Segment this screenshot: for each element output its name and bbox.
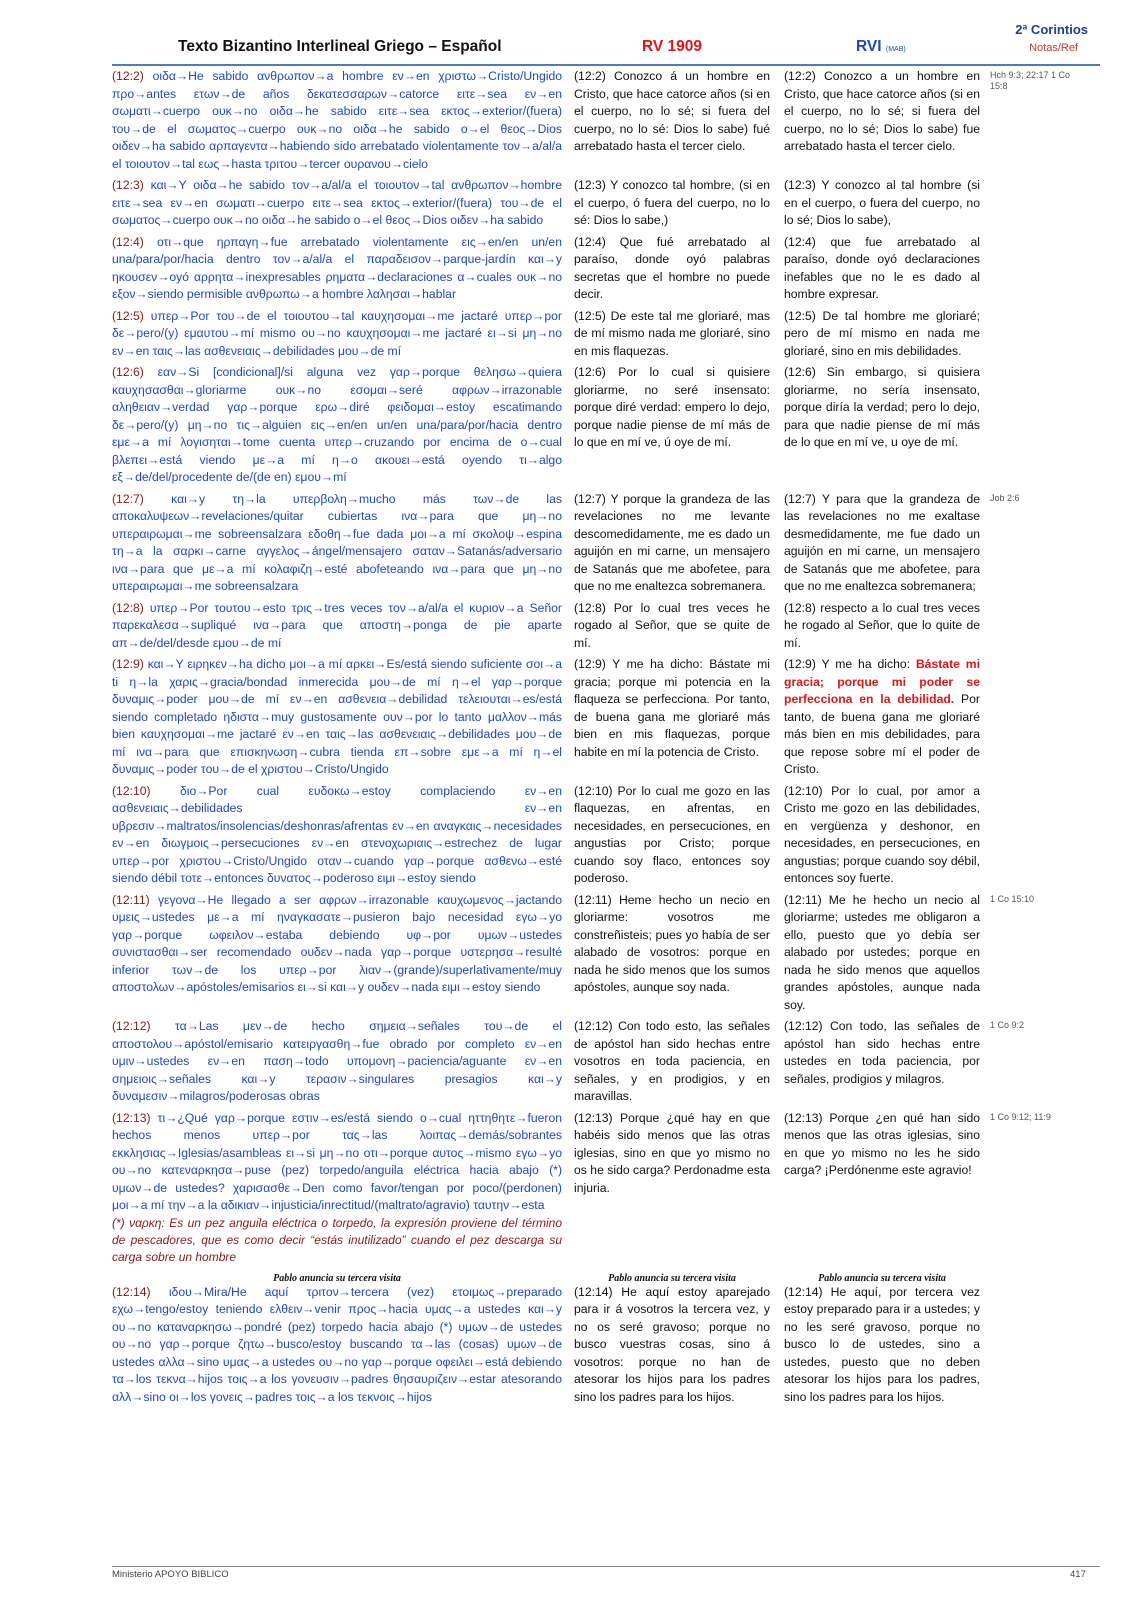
interlinear-text <box>112 234 562 304</box>
verse-row <box>112 364 1102 487</box>
cross-reference: 1 Co 9:12; 11:9 <box>990 1111 1051 1122</box>
verse-number: (12:10) <box>112 783 151 798</box>
verse-row <box>112 656 1102 779</box>
verse-number: (12:11) <box>112 892 150 907</box>
cross-reference: 1 Co 9:2 <box>990 1020 1025 1030</box>
cross-reference <box>990 308 1090 310</box>
interlinear-words: οιδα→He sabido ανθρωπον→a hombre εν→en χριστω→Cristo/Ungido προ→antes ετων→de años δεκατεσσαρων→catorce ειτε→sea εν→en σωματι→cuerpo ουκ→no οιδα→he sabido ειτε→sea εκτος→exterior/(fuera) του→de el σωματος→cuerpo ουκ→no οιδα→he sabido ο→el θεος→Dios οιδεν→ha sabido αρπαγεντα→habiendo sido arrebatado violentamente τον→a/al/a el τοιουτον→tal εως→hasta τριτου→tercer ουρανου→cielo <box>112 69 562 171</box>
interlinear-words: και→y τη→la υπερβολη→mucho más των→de las αποκαλυψεων→revelaciones/quitar cubiertas ινα→para que μη→no υπεραιρωμαι→me sobreensalzara εδοθη→fue dada μοι→a mí σκολοψ→espina τη→a la σαρκι→carne αγγελος→ángel/mensajero σαταν→Satanás/adversario ινα→para que με→a mí κολαφιζη→esté abofeteando ινα→para que μη→no υπεραιρωμαι→me sobreensalzara <box>112 491 562 593</box>
interlinear-text <box>112 177 562 230</box>
cross-reference <box>990 364 1090 366</box>
interlinear-column-title: Texto Bizantino Interlineal Griego – Español <box>178 38 502 55</box>
cross-reference: 1 Co 15:10 <box>990 893 1035 904</box>
rv1909-text: (12:10) Por lo cual me gozo en las flaquezas, en afrentas, en necesidades, en persecuciones, en angustias por Cristo; porque cuando soy flaco, entonces soy poderoso. <box>574 783 770 885</box>
verse-row <box>112 68 1102 173</box>
verse-row <box>112 177 1102 230</box>
verse-number: (12:6) <box>112 365 144 379</box>
interlinear-text <box>112 308 562 361</box>
verse-number: (12:2) <box>112 69 144 83</box>
interlinear-words: τα→Las μεν→de hecho σημεια→señales του→de el αποστολου→apóstol/emisario κατειργασθη→fue obrado por completo εν→en υμιν→ustedes εν→en παση→todo υπομονη→paciencia/aguante εν→en σημειοις→señales και→y τερασιν→singulares presagios και→y δυναμεσιν→milagros/poderosas obras <box>112 1019 562 1103</box>
rvi-text: (12:3) Y conozco al tal hombre (si en el cuerpo, o fuera del cuerpo, no lo sé; Dios lo sabe), <box>784 178 980 227</box>
rvi-column-title <box>856 38 906 56</box>
section-heading: Pablo anuncia su tercera visita <box>273 1272 401 1284</box>
interlinear-text <box>112 783 562 888</box>
rvi-text: (12:11) Me he hecho un necio al gloriarme; ustedes me obligaron a ello, puesto que yo debía ser alabado por ustedes; porque en nada he sido menos que aquellos grandes apóstoles, aunque nada soy. <box>784 892 980 1012</box>
rv1909-text: (12:3) Y conozco tal hombre, (si en el cuerpo, ó fuera del cuerpo, no lo sé: Dios lo sabe,) <box>574 178 770 227</box>
rvi-text: (12:6) Sin embargo, si quisiera gloriarme, no sería insensato, porque diría la verdad; pero lo dejo, para que nadie piense de mí más de lo que en mí ve, u oye de mí. <box>784 365 980 449</box>
verse-number: (12:12) <box>112 1019 151 1033</box>
interlinear-text <box>112 656 562 779</box>
verse-row <box>112 491 1102 596</box>
interlinear-text <box>112 1018 562 1106</box>
rvi-text: (12:10) Por lo cual, por amor a Cristo me gozo en las debilidades, en vergüenza y deshonor, en necesidades, en persecuciones, en angustias; porque cuando soy débil, entonces soy fuerte. <box>784 783 980 885</box>
cross-reference <box>990 234 1090 236</box>
interlinear-text <box>112 1284 562 1407</box>
interlinear-text <box>112 1110 562 1266</box>
verse-number: (12:4) <box>112 234 144 249</box>
cross-reference <box>990 1270 1090 1284</box>
notes-column-title: Notas/Ref <box>1029 42 1078 54</box>
rv1909-text: (12:2) Conozco á un hombre en Cristo, que hace catorce años (si en el cuerpo, no lo sé; si fuera del cuerpo, no lo sé: Dios lo sabe) fué arrebatado hasta el tercer cielo. <box>574 69 770 153</box>
verse-row <box>112 783 1102 888</box>
interlinear-words: οτι→que ηρπαγη→fue arrebatado violentamente εις→en/en un/en una/para/por/hacia dentro τον→a/al/a el παραδεισον→parque-jardín και→y ηκουσεν→oyó αρρητα→inexpresables ρηματα→declaraciones α→cuales ουκ→no εξον→siendo permisible ανθρωπω→a hombre λαλησαι→hablar <box>112 234 562 301</box>
footer-divider <box>112 1566 1100 1567</box>
interlinear-words: υπερ→Por του→de el τοιουτου→tal καυχησομαι→me jactaré υπερ→por δε→pero/(y) εμαυτου→mí mismo ου→no καυχησομαι→me jactaré ει→si μη→no εν→en ταις→las ασθενειαις→debilidades μου→de mí <box>112 308 562 358</box>
rv1909-text: (12:8) Por lo cual tres veces he rogado al Señor, que se quite de mí. <box>574 600 770 650</box>
rvi-text <box>784 656 980 779</box>
verse-row <box>112 1284 1102 1407</box>
section-heading: Pablo anuncia su tercera visita <box>818 1272 946 1284</box>
rvi-text: (12:2) Conozco a un hombre en Cristo, que hace catorce años (si en el cuerpo, no lo sé; si fuera del cuerpo, no lo sé; Dios lo sabe) fue arrebatado hasta el tercer cielo. <box>784 69 980 153</box>
header-divider <box>112 64 1100 66</box>
verse-number: (12:13) <box>112 1110 151 1125</box>
cross-reference <box>990 783 1090 785</box>
interlinear-text <box>112 600 562 653</box>
rvi-text: (12:8) respecto a lo cual tres veces he rogado al Señor, que lo quite de mí. <box>784 600 980 650</box>
book-title: 2ª Corintios <box>1015 22 1088 37</box>
rvi-text: (12:12) Con todo, las señales de apóstol han sido hechas entre ustedes en toda paciencia, por señales, prodigios y milagros. <box>784 1019 980 1086</box>
interlinear-words: και→Y ειρηκεν→ha dicho μοι→a mí αρκει→Es/está siendo suficiente σοι→a ti η→la χαρις→gracia/bondad inmerecida μου→de mí η→el γαρ→porque δυναμις→poder μου→de mí εν→en ασθενεια→debilidad τελειουται→es/está siendo completado ηδιστα→muy gustosamente ουν→por lo tanto μαλλον→más bien καυχησομαι→me jactaré εν→en ταις→las ασθενειαις→debilidades μου→de mí ινα→para que επισκηνωση→cubra tienda επ→sobre εμε→a mí η→el δυναμις→poder του→de el χριστου→Cristo/Ungido <box>112 657 562 776</box>
verse-number: (12:14) <box>112 1284 151 1299</box>
page-number: 417 <box>1070 1569 1086 1580</box>
verse-row <box>112 308 1102 361</box>
interlinear-text <box>112 364 562 487</box>
cross-reference <box>990 656 1090 658</box>
rv1909-text: (12:12) Con todo esto, las señales de apóstol han sido hechas entre vosotros en toda paciencia, en señales, y en prodigios, y en maravillas. <box>574 1019 770 1103</box>
interlinear-words: τι→¿Qué γαρ→porque εστιν→es/está siendo ο→cual ηττηθητε→fueron hechos menos υπερ→por τας→las λοιπας→demás/sobrantes εκκλησιας→Iglesias/asambleas ει→si μη→no οτι→porque αυτος→mismo εγω→yo ου→no κατεναρκησα→puse (pez) torpedo/anguila eléctrica hacia abajo (*) υμων→de ustedes? χαρισασθε→Den como favor/tengan por poco/(perdonen) μοι→a mí την→a la αδικιαν→injusticia/inrectitud/(maltrato/agravio) ταυτην→esta <box>112 1110 562 1212</box>
verse-number: (12:5) <box>112 308 144 323</box>
rvi-text-rest: Por tanto, de buena gana me gloriaré más bien en mis debilidades, para que repose sobre mí el poder de Cristo. <box>784 692 980 776</box>
rv1909-text: (12:11) Heme hecho un necio en gloriarme: vosotros me constreñisteis; pues yo había de ser alabado de vosotros: porque en nada he sido menos que los sumos apóstoles, aunque soy nada. <box>574 892 770 994</box>
interlinear-text <box>112 68 562 173</box>
verse-row <box>112 892 1102 1015</box>
rv1909-column-title: RV 1909 <box>642 38 703 55</box>
rv1909-text: (12:4) Que fué arrebatado al paraíso, donde oyó palabras secretas que el hombre no puede decir. <box>574 234 770 301</box>
interlinear-words: διο→Por cual ευδοκω→estoy complaciendo εν→en ασθενειαις→debilidades εν→en υβρεσιν→maltratos/insolencias/deshonras/afrentas εν→en αναγκαις→necesidades εν→en διωγμοις→persecuciones εν→en στενοχωριαις→estrechez de lugar υπερ→por χριστου→Cristo/Ungido οταν→cuando γαρ→porque ασθενω→esté siendo débil τοτε→entonces δυνατος→poderoso ειμι→estoy siendo <box>112 783 562 885</box>
interlinear-words: ιδου→Mira/He aquí τριτον→tercera (vez) ετοιμως→preparado εχω→tengo/estoy teniendo ελθειν→venir προς→hacia υμας→a ustedes και→y ου→no καταναρκησω→pondré (pez) torpedo hacia abajo (*) υμων→de ustedes ου→no γαρ→porque ζητω→busco/estoy buscando τα→las (cosas) υμων→de ustedes αλλα→sino υμας→a ustedes ου→no γαρ→porque οφειλει→está debiendo τα→los τεκνα→hijos τοις→a los γονευσιν→padres θησαυριζειν→estar atesorando αλλ→sino οι→los γονεις→padres τοις→a los τεκνοις→hijos <box>112 1284 562 1404</box>
publisher-name: Ministerio APOYO BIBLICO <box>112 1569 229 1580</box>
cross-reference: Hch 9:3; 22:17 1 Co 15:8 <box>990 70 1071 91</box>
page-header <box>112 18 1100 62</box>
rvi-sub-label: (MAB) <box>885 46 906 53</box>
cross-reference <box>990 1284 1090 1286</box>
verse-number: (12:7) <box>112 491 144 506</box>
verse-number: (12:8) <box>112 600 144 615</box>
rv1909-text: (12:14) He aquí estoy aparejado para ir á vosotros la tercera vez, y no os seré gravoso; porque no busco vuestras cosas, sino á vosotros: porque no han de atesorar los hijos para los padres sino los padres para los hijos. <box>574 1284 770 1404</box>
rv1909-text: (12:5) De este tal me gloriaré, mas de mí mismo nada me gloriaré, sino en mis flaquezas. <box>574 308 770 358</box>
interlinear-text <box>112 491 562 596</box>
rvi-label: RVI <box>856 38 882 55</box>
footnote: (*) ναρκη: Es un pez anguila eléctrica o torpedo, la expresión proviene del término de pescadores, que es como decir “estás inutilizado” cuando el pez descarga su carga sobre un hombre <box>112 1215 562 1264</box>
verse-row <box>112 600 1102 653</box>
cross-reference <box>990 177 1090 179</box>
rv1909-text: (12:7) Y porque la grandeza de las revelaciones no me levante descomedidamente, me es dado un aguijón en mi carne, un mensajero de Satanás que me abofetee, para que no me enaltezca sobremanera. <box>574 491 770 593</box>
interlinear-words: γεγονα→He llegado a ser αφρων→irrazonable καυχωμενος→jactando υμεις→ustedes με→a mí ηναγκασατε→pusieron bajo necesidad εγω→yo γαρ→porque ωφειλον→estaba debiendo υφ→por υμων→ustedes συνιστασθαι→ser recomendado ουδεν→nada γαρ→porque υστερησα→resulté inferior των→de los υπερ→por λιαν→(grande)/superlativamente/muy αποστολων→apóstoles/emisarios ει→si και→y ουδεν→nada ειμι→estoy siendo <box>112 892 562 994</box>
cross-reference: Job 2:6 <box>990 492 1020 503</box>
section-heading-row <box>112 1270 1102 1284</box>
interlinear-text <box>112 892 562 997</box>
rv1909-text: (12:6) Por lo cual si quisiere gloriarme, no seré insensato: porque diré verdad: empero lo dejo, porque nadie piense de mí más de lo que en mí ve, ú oye de mí. <box>574 365 770 449</box>
verse-table <box>112 68 1102 1410</box>
verse-number: (12:3) <box>112 178 144 192</box>
rvi-text: (12:4) que fue arrebatado al paraíso, donde oyó declaraciones inefables que no le es dado al hombre expresar. <box>784 234 980 301</box>
rv1909-text: (12:13) Porque ¿qué hay en que habéis sido menos que las otras iglesias, sino en que yo mismo no os he sido carga? Perdonadme esta injuria. <box>574 1110 770 1195</box>
cross-reference <box>990 600 1090 602</box>
verse-row <box>112 1018 1102 1106</box>
verse-row <box>112 234 1102 304</box>
verse-number: (12:9) <box>112 657 144 671</box>
interlinear-words: εαν→Si [condicional]/si alguna vez γαρ→porque θελησω→quiera καυχησασθαι→gloriarme ουκ→no εσομαι→seré αφρων→irrazonable αληθειαν→verdad γαρ→porque ερω→diré φειδομαι→estoy escatimando δε→pero/(y) μη→no τις→alguien εις→en/en un/en una/para/por/hacia dentro εμε→a mí λογισηται→tome cuenta υπερ→cruzando por encima de ο→cual βλεπει→está viendo με→a mí η→o ακουει→está oyendo τι→algo εξ→de/del/procedente de/(de en) εμου→mí <box>112 365 562 484</box>
rvi-text: (12:14) He aquí, por tercera vez estoy preparado para ir a ustedes; y no les seré gravoso, porque no busco lo de ustedes, sino a ustedes, puesto que no deben atesorar los hijos para los padres, sino los padres para los hijos. <box>784 1284 980 1404</box>
rv1909-text: (12:9) Y me ha dicho: Bástate mi gracia; porque mi potencia en la flaqueza se perfecciona. Por tanto, de buena gana me gloriaré más bien en mis flaquezas, porque habite en mí la potencia de Cristo. <box>574 657 770 759</box>
section-heading: Pablo anuncia su tercera visita <box>608 1272 736 1284</box>
verse-row <box>112 1110 1102 1266</box>
interlinear-words: και→Y οιδα→he sabido τον→a/al/a el τοιουτον→tal ανθρωπον→hombre ειτε→sea εν→en σωματι→cuerpo ειτε→sea εκτος→exterior/(fuera) του→de el σωματος→cuerpo ουκ→no οιδα→he sabido ο→el θεος→Dios οιδεν→ha sabido <box>112 178 562 227</box>
highlighted-quote: Bástate mi gracia; porque mi poder se perfecciona en la debilidad. <box>784 657 980 706</box>
interlinear-words: υπερ→Por τουτου→esto τρις→tres veces τον→a/al/a el κυριον→a Señor παρεκαλεσα→supliqué ινα→para que αποστη→ponga de pie aparte απ→de/del/desde εμου→de mí <box>112 600 562 650</box>
rvi-text: (12:5) De tal hombre me gloriaré; pero de mí mismo en nada me gloriaré, sino en mis debilidades. <box>784 308 980 358</box>
rvi-text-lead: (12:9) Y me ha dicho: <box>784 657 916 671</box>
rvi-text: (12:7) Y para que la grandeza de las revelaciones no me exaltase desmedidamente, me fue dado un aguijón en mi carne, un mensajero de Satanás que me abofetee, para que no me enaltezca sobremanera; <box>784 491 980 593</box>
rvi-text: (12:13) Porque ¿en qué han sido menos que las otras iglesias, sino en que yo mismo no les he sido carga? ¡Perdónenme este agravio! <box>784 1110 980 1177</box>
